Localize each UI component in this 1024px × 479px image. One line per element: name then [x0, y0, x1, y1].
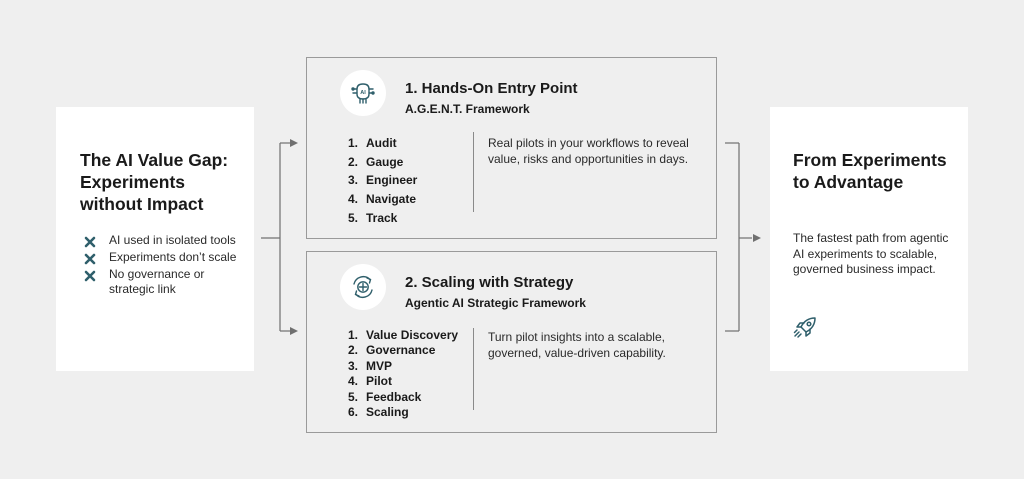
- arrowhead-box2: [290, 327, 298, 335]
- step-number: 1.: [348, 136, 359, 150]
- hands-on-entry-box: [306, 57, 717, 239]
- x-mark-icon: [84, 270, 96, 282]
- advantage-description: The fastest path from agentic AI experiments to scalable, governed business impact.: [793, 231, 949, 276]
- box-title: 1. Hands-On Entry Point: [405, 80, 578, 97]
- step-number: 1.: [348, 328, 359, 342]
- box-description: Real pilots in your workflows to reveal value, risks and opportunities in days.: [488, 136, 689, 166]
- svg-text:AI: AI: [360, 90, 366, 96]
- step-label: Audit: [366, 136, 397, 150]
- rocket-icon: [792, 315, 818, 341]
- box-description: Turn pilot insights into a scalable, governed, value-driven capability.: [488, 330, 666, 360]
- step-number: 5.: [348, 389, 359, 404]
- step-number: 6.: [348, 405, 359, 420]
- step-number: 3.: [348, 173, 359, 188]
- box-subtitle: A.G.E.N.T. Framework: [405, 102, 530, 116]
- list-item: [348, 171, 417, 190]
- step-label: Feedback: [366, 389, 422, 404]
- step-number: 4.: [348, 192, 359, 207]
- step-number: 3.: [348, 358, 359, 373]
- value-gap-list: [84, 233, 252, 298]
- step-label: Pilot: [366, 374, 392, 389]
- divider: [473, 132, 474, 212]
- list-item: [348, 190, 417, 209]
- icon-badge: [340, 264, 386, 310]
- step-list: [348, 134, 417, 228]
- list-item-text: No governance or strategic link: [109, 267, 205, 296]
- ai-circuit-icon: [350, 80, 376, 106]
- advantage-panel: [770, 107, 968, 371]
- list-item: [348, 405, 458, 420]
- value-gap-title: The AI Value Gap: Experiments without Impact: [80, 150, 229, 214]
- icon-badge: [340, 70, 386, 116]
- list-item-text: AI used in isolated tools: [109, 233, 236, 247]
- list-item: [348, 343, 458, 358]
- list-item: [348, 209, 417, 228]
- list-item-text: Experiments don’t scale: [109, 250, 237, 264]
- box-subtitle: Agentic AI Strategic Framework: [405, 296, 586, 310]
- list-item: [348, 134, 417, 153]
- step-label: Track: [366, 210, 398, 225]
- list-item: [348, 359, 458, 374]
- step-label: Governance: [366, 343, 436, 358]
- list-item: [84, 250, 252, 265]
- step-list: [348, 328, 458, 420]
- list-item: [348, 390, 458, 405]
- list-item: [348, 374, 458, 389]
- step-number: 4.: [348, 374, 359, 389]
- divider: [473, 328, 474, 410]
- x-mark-icon: [84, 253, 96, 265]
- advantage-title: From Experiments to Advantage: [793, 150, 947, 192]
- step-label: Scaling: [366, 405, 409, 420]
- value-gap-panel: [56, 107, 254, 371]
- step-label: Navigate: [366, 192, 417, 207]
- step-label: Engineer: [366, 173, 418, 188]
- list-item: [84, 267, 252, 296]
- list-item: [348, 153, 417, 172]
- x-mark-icon: [84, 236, 96, 248]
- box-title: 2. Scaling with Strategy: [405, 274, 574, 291]
- step-number: 2.: [348, 154, 359, 169]
- strategy-cycle-icon: [350, 274, 376, 300]
- arrowhead-box1: [290, 139, 298, 147]
- step-number: 2.: [348, 343, 359, 358]
- step-label: Value Discovery: [366, 328, 459, 342]
- step-label: MVP: [366, 358, 393, 373]
- scaling-strategy-box: [306, 251, 717, 433]
- step-number: 5.: [348, 210, 359, 225]
- arrowhead-advantage: [753, 234, 761, 242]
- step-label: Gauge: [366, 154, 404, 169]
- list-item: [84, 233, 252, 248]
- list-item: [348, 328, 458, 343]
